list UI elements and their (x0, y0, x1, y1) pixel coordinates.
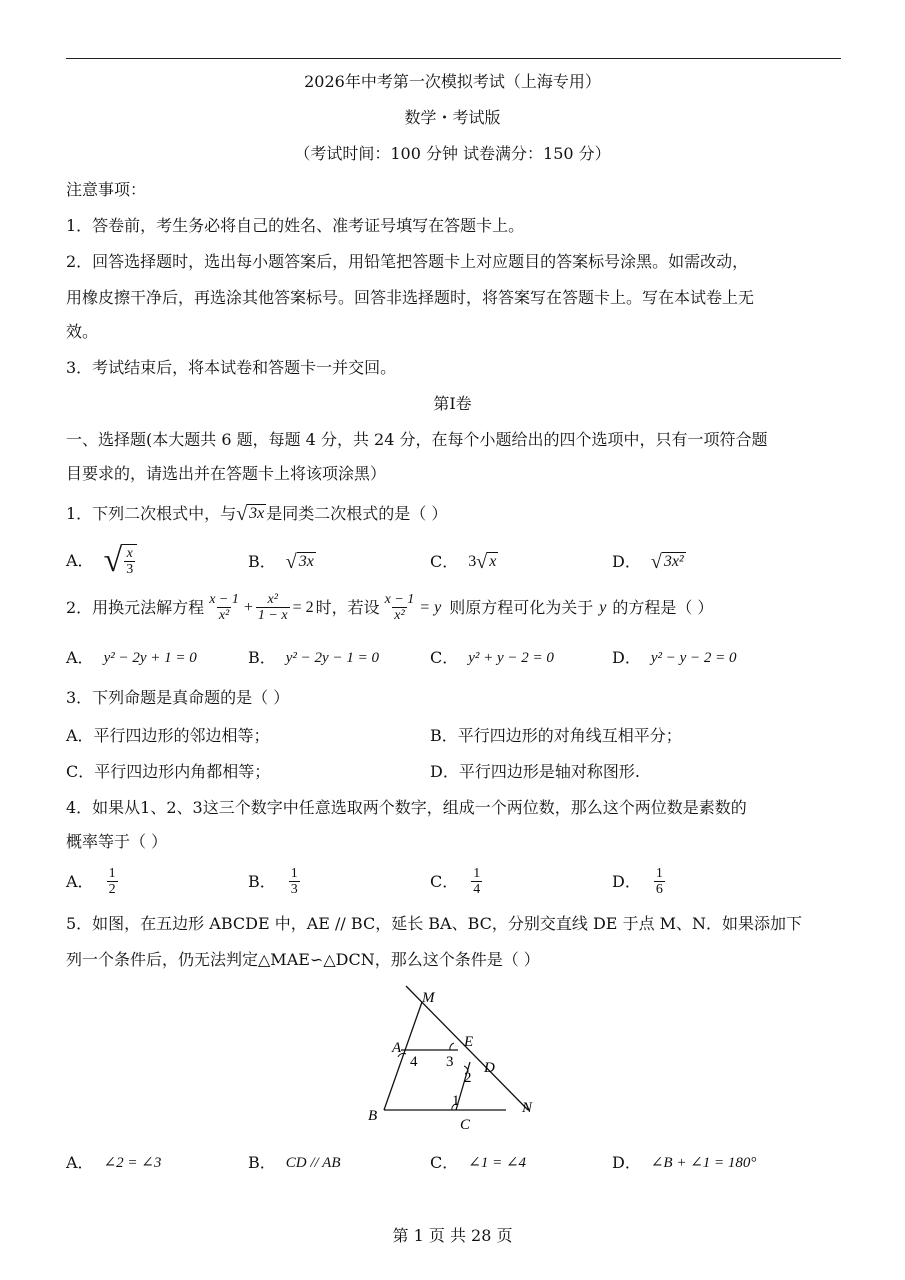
notice-item-2-line-2: 用橡皮擦干净后，再选涂其他答案标号。回答非选择题时，将答案写在答题卡上。写在本试卷上无 (66, 288, 755, 307)
q1-option-c[interactable]: C． 3 √ x (430, 551, 497, 573)
q3-option-d[interactable]: D．平行四边形是轴对称图形. (430, 762, 640, 781)
pentagon-figure (360, 984, 550, 1134)
q5-option-d[interactable]: D． ∠B + ∠1 = 180° (612, 1153, 757, 1172)
question-4-line-1: 4．如果从1、2、3这三个数字中任意选取两个数字，组成一个两位数，那么这个两位数是素数的 (66, 798, 747, 817)
angle-label-3: 3 (446, 1054, 454, 1070)
question-4-line-2: 概率等于（ ） (66, 832, 168, 851)
q1-radical: √ 3x (236, 503, 265, 525)
question-5-line-1: 5．如图，在五边形 ABCDE 中，AE // BC，延长 BA、BC，分别交直线 DE 于点 M、N．如果添加下 (66, 914, 803, 933)
q4-option-c[interactable]: C． $\frac{1}{4}$ (430, 866, 481, 898)
notice-item-2-line-1: 2．回答选择题时，选出每小题答案后，用铅笔把答题卡上对应题目的答案标号涂黑。如需改动， (66, 252, 749, 271)
notice-item-2-line-3: 效。 (66, 322, 99, 341)
q3-option-b[interactable]: B．平行四边形的对角线互相平分； (430, 726, 682, 745)
q4-option-a[interactable]: A． $\frac{1}{2}$ (66, 866, 116, 898)
q2-option-b[interactable]: B． y² − 2y − 1 = 0 (248, 648, 379, 667)
exam-subtitle: 数学・考试版 (404, 108, 501, 127)
top-rule (66, 58, 841, 59)
q2-option-c[interactable]: C． y² + y − 2 = 0 (430, 648, 554, 667)
angle-label-1: 1 (452, 1093, 460, 1109)
label-a: A (392, 1040, 402, 1056)
q4-option-b[interactable]: B． $\frac{1}{3}$ (248, 866, 298, 898)
q3-option-c[interactable]: C．平行四边形内角都相等； (66, 762, 271, 781)
question-2-stem: 2．用换元法解方程 $\frac{x - 1}{\text{x²}}$ + $\frac{\text{x²}}{1 - x}$ = 2 时，若设 $\frac{x - 1}{\text{x²}}$ = y 则原方程可化为关于 y 的方程是（ ） (66, 592, 714, 624)
question-5-line-2: 列一个条件后，仍无法判定△MAE∽△DCN，那么这个条件是（ ） (66, 950, 540, 969)
q1-option-b[interactable]: B． √ 3x (248, 551, 314, 573)
q2-option-d[interactable]: D． y² − y − 2 = 0 (612, 648, 737, 667)
volume-heading: 第Ⅰ卷 (433, 394, 472, 413)
label-c: C (460, 1117, 471, 1133)
q1-option-a[interactable]: A． √ $\frac{x}{3}$ (66, 544, 137, 578)
q5-option-c[interactable]: C． ∠1 = ∠4 (430, 1153, 527, 1172)
label-m: M (422, 990, 435, 1006)
notice-item-3: 3．考试结束后，将本试卷和答题卡一并交回。 (66, 358, 397, 377)
section-heading-line-2: 目要求的，请选出并在答题卡上将该项涂黑） (66, 464, 387, 483)
q1-option-d[interactable]: D． √ 3x² (612, 551, 684, 573)
q3-option-a[interactable]: A．平行四边形的邻边相等； (66, 726, 270, 745)
q2-option-a[interactable]: A． y² − 2y + 1 = 0 (66, 648, 197, 667)
notice-item-1: 1．答卷前，考生务必将自己的姓名、准考证号填写在答题卡上。 (66, 216, 525, 235)
page-footer: 第 1 页 共 28 页 (392, 1226, 513, 1245)
angle-3-arc (450, 1043, 454, 1050)
q5-option-a[interactable]: A． ∠2 = ∠3 (66, 1153, 162, 1172)
exam-time-info: （考试时间：100 分钟 试卷满分：150 分） (294, 144, 611, 163)
question-1-stem: 1．下列二次根式中，与 √ 3x 是同类二次根式的是（ ） (66, 503, 448, 525)
angle-label-4: 4 (410, 1054, 418, 1070)
section-heading-line-1: 一、选择题(本大题共 6 题，每题 4 分，共 24 分，在每个小题给出的四个选项中，只有一项符合题 (66, 430, 768, 449)
q4-option-d[interactable]: D． $\frac{1}{6}$ (612, 866, 663, 898)
label-e: E (464, 1034, 474, 1050)
label-b: B (368, 1108, 378, 1124)
label-d: D (484, 1060, 495, 1076)
notice-heading: 注意事项： (66, 180, 147, 199)
exam-title: 2026年中考第一次模拟考试（上海专用） (304, 72, 601, 91)
angle-label-2: 2 (464, 1070, 472, 1086)
label-n: N (522, 1100, 533, 1116)
question-3-stem: 3．下列命题是真命题的是（ ） (66, 688, 290, 707)
q5-option-b[interactable]: B． CD // AB (248, 1153, 341, 1172)
